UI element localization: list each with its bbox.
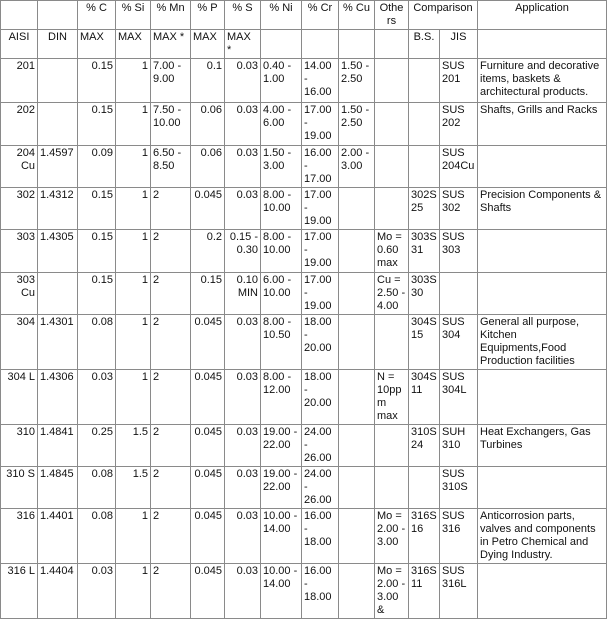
subheader-s: MAX * (225, 30, 261, 59)
cell-p: 0.045 (191, 564, 225, 619)
cell-cu: 1.50 - 2.50 (339, 103, 375, 146)
cell-din: 1.4305 (38, 230, 78, 273)
cell-jis: SUS 202 (440, 103, 478, 146)
cell-p: 0.045 (191, 425, 225, 467)
cell-application: Anticorrosion parts, valves and components in Petro Chemical and Dying Industry. (478, 509, 607, 564)
header-cr: % Cr (302, 1, 339, 30)
cell-cr: 17.00 - 19.00 (302, 230, 339, 273)
cell-s: 0.03 (225, 564, 261, 619)
cell-ni: 8.00 - 10.00 (261, 230, 302, 273)
cell-jis (440, 273, 478, 315)
cell-mn: 2 (151, 370, 191, 425)
cell-cr: 17.00 - 19.00 (302, 188, 339, 230)
cell-din: 1.4845 (38, 467, 78, 509)
cell-application (478, 564, 607, 619)
cell-p: 0.045 (191, 315, 225, 370)
cell-bs (409, 59, 440, 103)
cell-cr: 14.00 - 16.00 (302, 59, 339, 103)
cell-p: 0.045 (191, 188, 225, 230)
cell-ni: 8.00 - 10.00 (261, 188, 302, 230)
cell-si: 1 (116, 188, 151, 230)
subheader-c: MAX (78, 30, 116, 59)
cell-cr: 16.00 - 18.00 (302, 509, 339, 564)
cell-others (375, 425, 409, 467)
cell-jis: SUS 201 (440, 59, 478, 103)
cell-aisi: 310 S (1, 467, 38, 509)
subheader-si: MAX (116, 30, 151, 59)
cell-ni: 10.00 - 14.00 (261, 564, 302, 619)
cell-others (375, 59, 409, 103)
cell-c: 0.08 (78, 467, 116, 509)
cell-aisi: 202 (1, 103, 38, 146)
cell-p: 0.15 (191, 273, 225, 315)
cell-mn: 2 (151, 509, 191, 564)
cell-ni: 19.00 - 22.00 (261, 467, 302, 509)
cell-ni: 8.00 - 10.50 (261, 315, 302, 370)
cell-application (478, 273, 607, 315)
cell-others: Mo = 0.60 max (375, 230, 409, 273)
header-others: Othe rs (375, 1, 409, 30)
cell-aisi: 310 (1, 425, 38, 467)
cell-bs: 310S24 (409, 425, 440, 467)
subheader-row (1, 30, 607, 59)
cell-si: 1.5 (116, 425, 151, 467)
cell-din: 1.4306 (38, 370, 78, 425)
cell-others (375, 467, 409, 509)
cell-jis: SUS 304L (440, 370, 478, 425)
cell-c: 0.15 (78, 59, 116, 103)
cell-cr: 24.00 - 26.00 (302, 467, 339, 509)
cell-si: 1 (116, 103, 151, 146)
cell-mn: 6.50 - 8.50 (151, 146, 191, 188)
cell-din (38, 103, 78, 146)
cell-s: 0.03 (225, 315, 261, 370)
table-row (1, 315, 607, 370)
cell-s: 0.10 MIN (225, 273, 261, 315)
cell-c: 0.03 (78, 370, 116, 425)
cell-application: Precision Components & Shafts (478, 188, 607, 230)
cell-s: 0.03 (225, 59, 261, 103)
cell-si: 1 (116, 564, 151, 619)
cell-p: 0.2 (191, 230, 225, 273)
cell-jis: SUS 316 (440, 509, 478, 564)
cell-jis: SUH 310 (440, 425, 478, 467)
cell-din: 1.4301 (38, 315, 78, 370)
cell-c: 0.09 (78, 146, 116, 188)
table-row (1, 103, 607, 146)
header-cu: % Cu (339, 1, 375, 30)
cell-cr: 18.00 - 20.00 (302, 315, 339, 370)
cell-jis: SUS 310S (440, 467, 478, 509)
table-row (1, 59, 607, 103)
header-p: % P (191, 1, 225, 30)
cell-si: 1.5 (116, 467, 151, 509)
cell-others: Mo = 2.00 - 3.00 (375, 509, 409, 564)
cell-ni: 4.00 - 6.00 (261, 103, 302, 146)
cell-s: 0.03 (225, 370, 261, 425)
cell-p: 0.1 (191, 59, 225, 103)
cell-application (478, 230, 607, 273)
subheader-cu-blank (339, 30, 375, 59)
cell-ni: 1.50 - 3.00 (261, 146, 302, 188)
cell-others: N = 10ppm max (375, 370, 409, 425)
cell-p: 0.045 (191, 467, 225, 509)
cell-cu: 2.00 - 3.00 (339, 146, 375, 188)
header-application: Application (478, 1, 607, 30)
cell-ni: 10.00 - 14.00 (261, 509, 302, 564)
cell-cr: 24.00 - 26.00 (302, 425, 339, 467)
cell-bs: 304S15 (409, 315, 440, 370)
cell-aisi: 304 (1, 315, 38, 370)
cell-din: 1.4597 (38, 146, 78, 188)
cell-application: Shafts, Grills and Racks (478, 103, 607, 146)
subheader-bs: B.S. (409, 30, 440, 59)
table-row (1, 146, 607, 188)
cell-cu (339, 188, 375, 230)
header-si: % Si (116, 1, 151, 30)
cell-others (375, 146, 409, 188)
cell-ni: 8.00 - 12.00 (261, 370, 302, 425)
cell-mn: 7.50 - 10.00 (151, 103, 191, 146)
cell-cr: 17.00 - 19.00 (302, 273, 339, 315)
cell-si: 1 (116, 370, 151, 425)
cell-cu (339, 467, 375, 509)
cell-c: 0.15 (78, 230, 116, 273)
cell-c: 0.25 (78, 425, 116, 467)
cell-ni: 19.00 - 22.00 (261, 425, 302, 467)
header-comparison: Comparison (409, 1, 478, 30)
cell-bs: 316S16 (409, 509, 440, 564)
cell-jis: SUS 304 (440, 315, 478, 370)
cell-si: 1 (116, 230, 151, 273)
cell-s: 0.03 (225, 146, 261, 188)
cell-cu (339, 425, 375, 467)
header-c: % C (78, 1, 116, 30)
cell-si: 1 (116, 146, 151, 188)
cell-bs (409, 467, 440, 509)
header-s: % S (225, 1, 261, 30)
cell-c: 0.15 (78, 273, 116, 315)
subheader-others-blank (375, 30, 409, 59)
cell-aisi: 303 (1, 230, 38, 273)
header-aisi-blank (1, 1, 38, 30)
cell-application (478, 370, 607, 425)
cell-din: 1.4841 (38, 425, 78, 467)
cell-application (478, 146, 607, 188)
cell-others (375, 103, 409, 146)
cell-ni: 0.40 - 1.00 (261, 59, 302, 103)
cell-mn: 2 (151, 315, 191, 370)
cell-s: 0.03 (225, 188, 261, 230)
cell-application: Furniture and decorative items, baskets & architectural products. (478, 59, 607, 103)
cell-bs: 304S11 (409, 370, 440, 425)
cell-din: 1.4312 (38, 188, 78, 230)
cell-c: 0.08 (78, 509, 116, 564)
table-row (1, 188, 607, 230)
subheader-p: MAX (191, 30, 225, 59)
cell-aisi: 302 (1, 188, 38, 230)
cell-application (478, 467, 607, 509)
table-row (1, 467, 607, 509)
cell-aisi: 303 Cu (1, 273, 38, 315)
cell-cu: 1.50 - 2.50 (339, 59, 375, 103)
cell-others: Mo = 2.00 - 3.00 & (375, 564, 409, 619)
cell-bs: 302S25 (409, 188, 440, 230)
cell-aisi: 204 Cu (1, 146, 38, 188)
subheader-application-blank (478, 30, 607, 59)
cell-c: 0.08 (78, 315, 116, 370)
cell-mn: 2 (151, 564, 191, 619)
subheader-aisi: AISI (1, 30, 38, 59)
cell-aisi: 316 L (1, 564, 38, 619)
table-row (1, 564, 607, 619)
cell-bs: 303S31 (409, 230, 440, 273)
cell-cu (339, 509, 375, 564)
cell-s: 0.03 (225, 103, 261, 146)
cell-aisi: 304 L (1, 370, 38, 425)
cell-c: 0.03 (78, 564, 116, 619)
cell-si: 1 (116, 59, 151, 103)
cell-din: 1.4401 (38, 509, 78, 564)
cell-application: Heat Exchangers, Gas Turbines (478, 425, 607, 467)
cell-bs (409, 103, 440, 146)
table-row (1, 230, 607, 273)
cell-s: 0.03 (225, 425, 261, 467)
cell-others: Cu = 2.50 - 4.00 (375, 273, 409, 315)
cell-cr: 16.00 - 18.00 (302, 564, 339, 619)
cell-aisi: 201 (1, 59, 38, 103)
cell-cr: 18.00 - 20.00 (302, 370, 339, 425)
cell-mn: 2 (151, 273, 191, 315)
cell-jis: SUS 316L (440, 564, 478, 619)
cell-si: 1 (116, 273, 151, 315)
cell-others (375, 315, 409, 370)
table-row (1, 273, 607, 315)
cell-aisi: 316 (1, 509, 38, 564)
cell-si: 1 (116, 315, 151, 370)
cell-p: 0.045 (191, 370, 225, 425)
cell-bs: 303S30 (409, 273, 440, 315)
cell-bs: 316S11 (409, 564, 440, 619)
cell-si: 1 (116, 509, 151, 564)
cell-p: 0.045 (191, 509, 225, 564)
cell-jis: SUS 303 (440, 230, 478, 273)
cell-cu (339, 315, 375, 370)
cell-cu (339, 564, 375, 619)
header-din-blank (38, 1, 78, 30)
cell-jis: SUS 204Cu (440, 146, 478, 188)
table-row (1, 509, 607, 564)
header-mn: % Mn (151, 1, 191, 30)
cell-mn: 7.00 - 9.00 (151, 59, 191, 103)
cell-cu (339, 273, 375, 315)
subheader-cr-blank (302, 30, 339, 59)
cell-application: General all purpose, Kitchen Equipments,Food Production facilities (478, 315, 607, 370)
cell-cr: 17.00 - 19.00 (302, 103, 339, 146)
header-ni: % Ni (261, 1, 302, 30)
cell-cu (339, 230, 375, 273)
cell-p: 0.06 (191, 146, 225, 188)
subheader-din: DIN (38, 30, 78, 59)
cell-s: 0.03 (225, 509, 261, 564)
cell-mn: 2 (151, 188, 191, 230)
cell-s: 0.03 (225, 467, 261, 509)
cell-bs (409, 146, 440, 188)
cell-c: 0.15 (78, 103, 116, 146)
subheader-ni-blank (261, 30, 302, 59)
cell-s: 0.15 - 0.30 (225, 230, 261, 273)
cell-others (375, 188, 409, 230)
cell-ni: 6.00 - 10.00 (261, 273, 302, 315)
cell-mn: 2 (151, 230, 191, 273)
table-row (1, 425, 607, 467)
cell-cr: 16.00 - 17.00 (302, 146, 339, 188)
cell-mn: 2 (151, 467, 191, 509)
subheader-jis: JIS (440, 30, 478, 59)
table-row (1, 370, 607, 425)
cell-cu (339, 370, 375, 425)
cell-c: 0.15 (78, 188, 116, 230)
cell-mn: 2 (151, 425, 191, 467)
cell-p: 0.06 (191, 103, 225, 146)
cell-jis: SUS 302 (440, 188, 478, 230)
header-row (1, 1, 607, 30)
cell-din (38, 273, 78, 315)
cell-din: 1.4404 (38, 564, 78, 619)
subheader-mn: MAX * (151, 30, 191, 59)
cell-din (38, 59, 78, 103)
